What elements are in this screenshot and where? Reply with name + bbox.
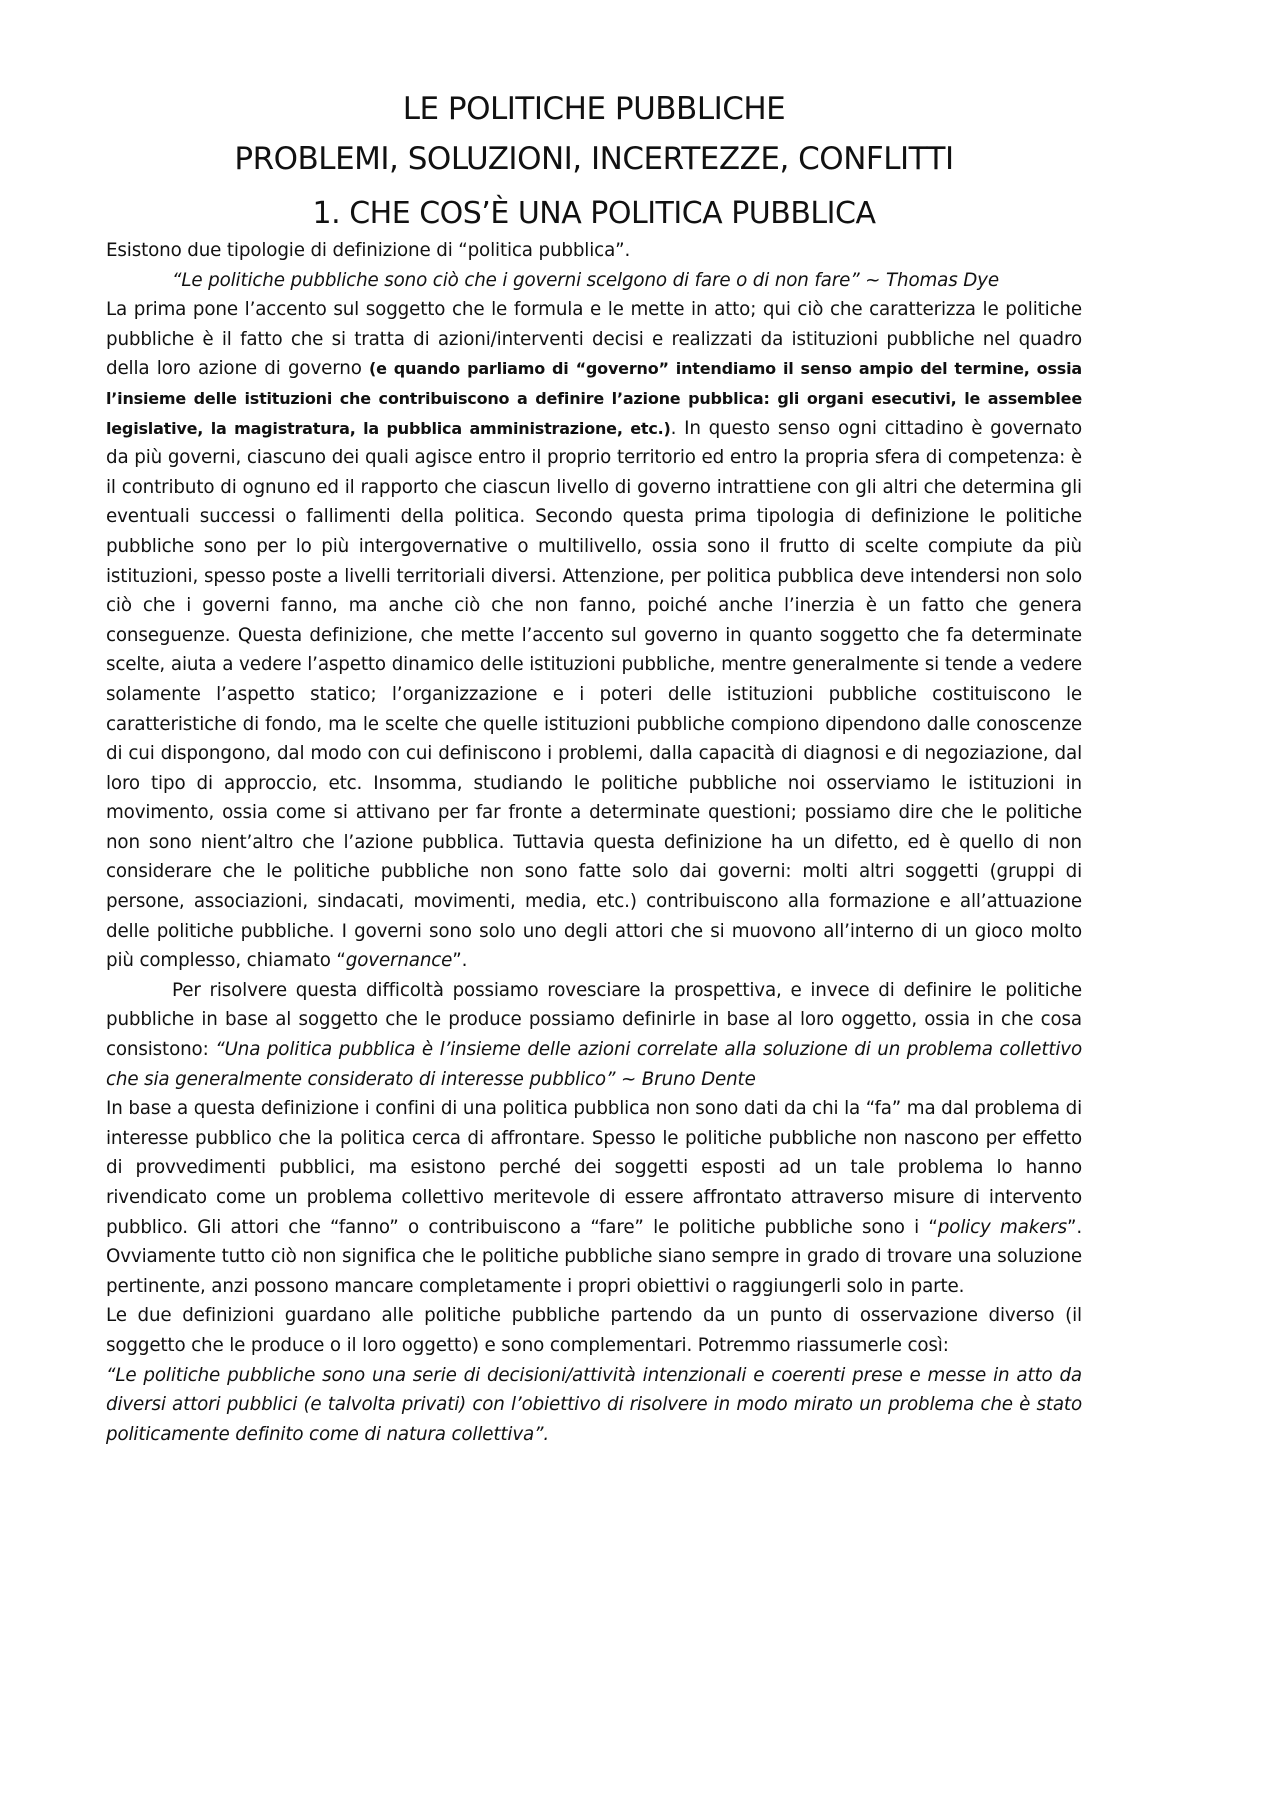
title-line-1: LE POLITICHE PUBBLICHE <box>402 91 786 127</box>
paragraph-text: . In questo senso ogni cittadino è governato da più governi, ciascuno dei quali agisce entro il proprio territorio ed entro la propria sfera di competenza: è il contributo di ognuno ed il rapporto che ciascun livello di governo intrattiene con gli altri che determina gli eventuali successi o fallimenti della politica. Secondo questa prima tipologia di definizione le politiche pubbliche sono per lo più intergovernative o multilivello, ossia sono il frutto di scelte compiute da più istituzioni, spesso poste a livelli territoriali diversi. Attenzione, per politica pubblica deve intendersi non solo ciò che i governi fanno, ma anche ciò che non fanno, poiché anche l’inerzia è un fatto che genera conseguenze. Questa definizione, che mette l’accento sul governo in quanto soggetto che fa determinate scelte, aiuta a vedere l’aspetto dinamico delle istituzioni pubbliche, mentre generalmente si tende a vedere solamente l’aspetto statico; l’organizzazione e i poteri delle istituzioni pubbliche costituiscono le caratteristiche di fondo, ma le scelte che quelle istituzioni pubbliche compiono dipendono dalle conoscenze di cui dispongono, dal modo con cui definiscono i problemi, dalla capacità di diagnosi e di negoziazione, dal loro tipo di approccio, etc. Insomma, studiando le politiche pubbliche noi osserviamo le istituzioni in movimento, ossia come si attivano per far fronte a determinate questioni; possiamo dire che le politiche non sono nient’altro che l’azione pubblica. Tuttavia questa definizione ha un difetto, ed è quello di non considerare che le politiche pubbliche non sono fatte solo dai governi: molti altri soggetti (gruppi di persone, associazioni, sindacati, movimenti, media, etc.) contribuiscono alla formazione e all’attuazione delle politiche pubbliche. I governi sono solo uno degli attori che si muovono all’interno di un gioco molto più complesso, chiamato “ <box>106 417 1082 972</box>
paragraph-text: In base a questa definizione i confini di una politica pubblica non sono dati da chi la “fa” ma dal problema di interesse pubblico che la politica cerca di affrontare. Spesso le politiche pubbliche non nascono per effetto di provvedimenti pubblici, ma esistono perché dei soggetti esposti ad un tale problema lo hanno rivendicato come un problema collettivo meritevole di essere affrontato attraverso misure di intervento pubblico. Gli attori che “fanno” o contribuiscono a “fare” le politiche pubbliche sono i “ <box>106 1098 1082 1238</box>
governance-term: governance <box>345 950 453 972</box>
policy-makers-term: policy makers <box>937 1216 1068 1238</box>
document-body <box>106 236 1082 1449</box>
paragraph-second-definition <box>106 976 1082 1094</box>
governo-note: (e quando parliamo di “governo” intendiamo il senso ampio del termine, ossia l’insieme delle istituzioni che contribuiscono a definire l’azione pubblica: gli organi esecutivi, le assemblee legislative, la magistratura, la pubblica amministrazione, etc.) <box>106 359 1082 438</box>
quote-thomas-dye: “Le politiche pubbliche sono ciò che i governi scelgono di fare o di non fare” ~ Thomas Dye <box>172 269 999 291</box>
paragraph-first-definition <box>106 295 1082 976</box>
paragraph-text: ”. Ovviamente tutto ciò non significa che le politiche pubbliche siano sempre in grado di trovare una soluzione pertinente, anzi possono mancare completamente i propri obiettivi o raggiungerli solo in parte. <box>106 1216 1082 1297</box>
summary-quote <box>106 1361 1082 1450</box>
summary-quote-text: “Le politiche pubbliche sono una serie di decisioni/attività intenzionali e coerenti prese e messe in atto da diversi attori pubblici (e talvolta privati) con l’obiettivo di risolvere in modo mirato un problema che è stato politicamente definito come di natura collettiva”. <box>106 1364 1082 1445</box>
paragraph-complementary: Le due definizioni guardano alle politiche pubbliche partendo da un punto di osservazione diverso (il soggetto che le produce o il loro oggetto) e sono complementari. Potremmo riassumerle così: <box>106 1305 1082 1356</box>
section-heading: 1. CHE COS’È UNA POLITICA PUBBLICA <box>312 196 876 231</box>
paragraph-text: La prima pone l’accento sul soggetto che le formula e le mette in atto; qui ciò che caratterizza le politiche pubbliche è il fatto che si tratta di azioni/interventi decisi e realizzati da istituzioni pubbliche nel quadro della loro azione di governo <box>106 299 1082 380</box>
paragraph-policy-makers <box>106 1094 1082 1301</box>
title-line-2: PROBLEMI, SOLUZIONI, INCERTEZZE, CONFLITTI <box>234 141 954 177</box>
document-page <box>106 84 1082 1449</box>
quote-bruno-dente: “Una politica pubblica è l’insieme delle azioni correlate alla soluzione di un problema collettivo che sia generalmente considerato di interesse pubblico” ~ Bruno Dente <box>106 1039 1082 1090</box>
document-title <box>106 84 1082 184</box>
intro-paragraph: Esistono due tipologie di definizione di “politica pubblica”. <box>106 240 631 261</box>
paragraph-text: Per risolvere questa difficoltà possiamo rovesciare la prospettiva, e invece di definire le politiche pubbliche in base al soggetto che le produce possiamo definirle in base al loro oggetto, ossia in che cosa consistono: <box>106 979 1082 1061</box>
paragraph-text: ”. <box>452 950 468 972</box>
